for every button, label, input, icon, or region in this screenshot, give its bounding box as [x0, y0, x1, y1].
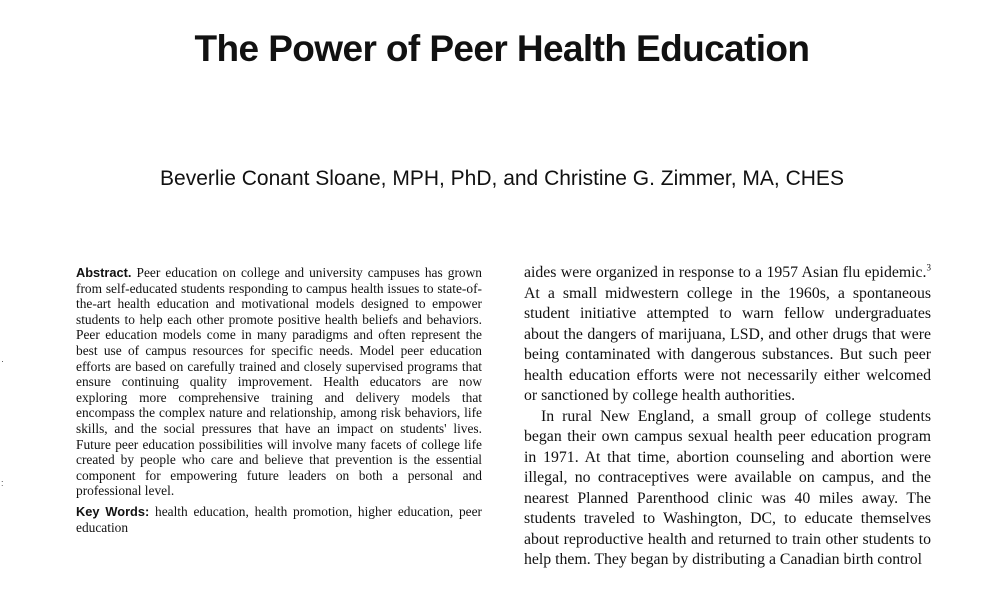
keywords-text: health education, health promotion, higher education, peer education	[76, 503, 483, 535]
abstract-text: Peer education on college and university campuses has grown from self-educated students responding to campus health issues to state-of-the-art health education and motivational models designed to empower students to help each other promote positive health beliefs and behaviors. Peer education models come in many paradigms and often represent the best use of campus resources for specific needs. Model peer education efforts are based on carefully trained and closely supervised programs that ensure continuing quality improvement. Health educators are now exploring more comprehensive training and delivery models that encompass the complex nature and relationship, among risk behaviors, life skills, and the social pressures that have an impact on students' lives. Future peer education possibilities will involve many facets of college life created by people who care and believe that prevention is the essential component for empowering future leaders on both a personal and professional level.	[76, 265, 482, 499]
keywords-label: Key Words:	[76, 503, 150, 519]
margin-mark: ·	[1, 356, 4, 366]
body-paragraph-1	[524, 263, 931, 407]
reference-number: 3	[926, 262, 931, 273]
abstract-paragraph	[76, 265, 482, 499]
body-text: At a small midwestern college in the 1960s, a spontaneous student initiative attempted to warn fellow undergraduates about the dangers of marijuana, LSD, and other drugs that were being contaminated with dangerous substances. But such peer health education efforts were not necessarily either welcomed or sanctioned by college health authorities.	[524, 284, 931, 404]
abstract-label: Abstract.	[76, 265, 132, 280]
article-title: The Power of Peer Health Education	[194, 28, 810, 69]
body-text: aides were organized in response to a 1957 Asian flu epidemic.	[524, 264, 927, 281]
abstract-column	[76, 265, 482, 535]
margin-mark: :	[1, 478, 4, 488]
body-column	[524, 263, 931, 571]
article-authors: Beverlie Conant Sloane, MPH, PhD, and Christine G. Zimmer, MA, CHES	[160, 167, 844, 190]
keywords-paragraph	[76, 504, 482, 535]
body-paragraph-2: In rural New England, a small group of college students began their own campus sexual health peer education program in 1971. At that time, abortion counseling and abortion were illegal, no contraceptives were available on campus, and the nearest Planned Parenthood clinic was 40 miles away. The students traveled to Washington, DC, to educate themselves about reproductive health and returned to train other students to help them. They began by distributing a Canadian birth control	[524, 407, 931, 568]
